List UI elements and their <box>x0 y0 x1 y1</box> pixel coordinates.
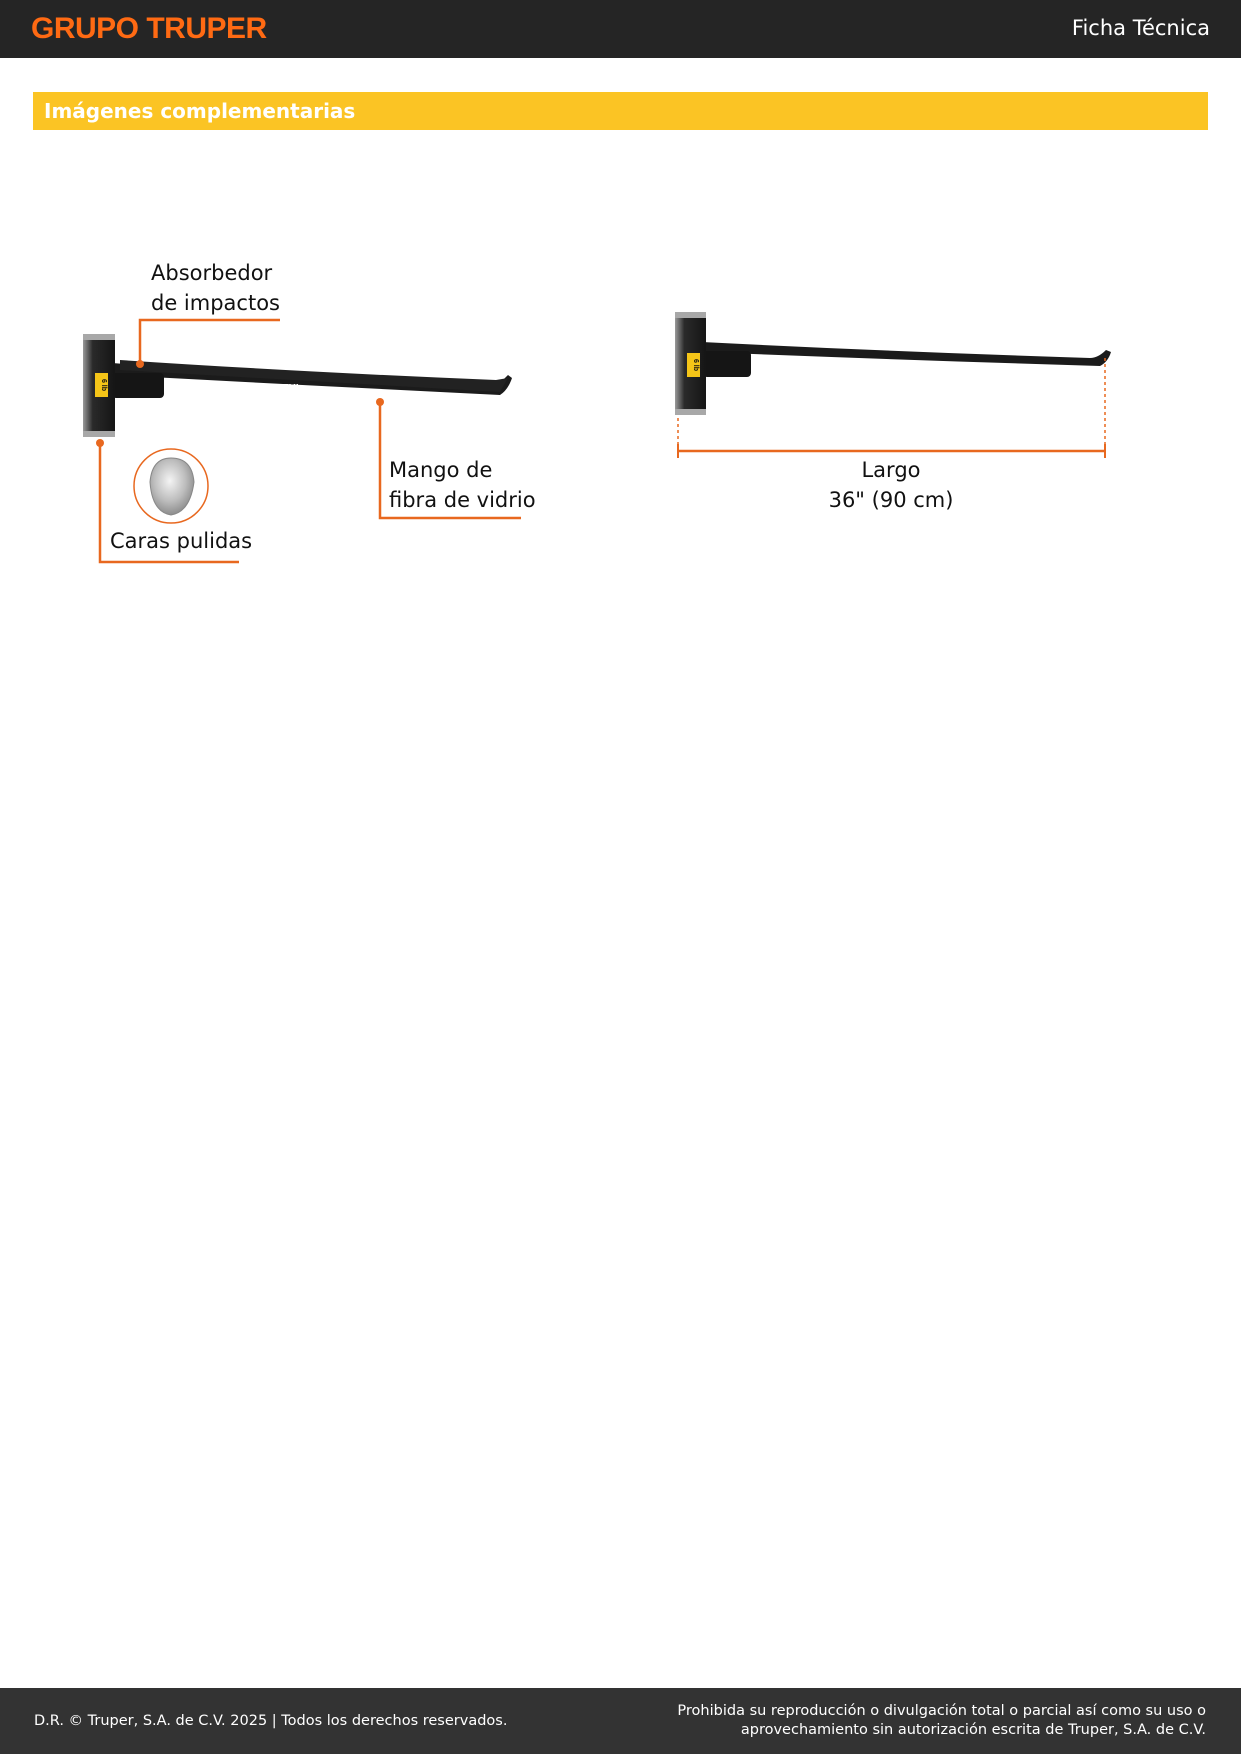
reproduction-notice-line1: Prohibida su reproducción o divulgación total o parcial así como su uso o <box>677 1703 1206 1719</box>
weight-label-text: 6 lb <box>100 378 107 392</box>
sledgehammer-right-image <box>675 312 1111 415</box>
section-title: Imágenes complementarias <box>44 99 356 123</box>
dimension-value: 36" (90 cm) <box>828 488 954 512</box>
handle-brand-text-right: PRETUL <box>855 363 895 374</box>
callout-fiberglass-handle-line2: fibra de vidrio <box>389 488 536 512</box>
grupo-truper-logo: GRUPO TRUPER <box>31 12 267 45</box>
callout-impact-absorber <box>151 258 280 318</box>
callout-polished-faces: Caras pulidas <box>110 529 253 553</box>
callout-fiberglass-handle <box>389 455 536 515</box>
handle-brand-text: PRETUL <box>262 383 302 394</box>
reproduction-notice <box>677 1702 1206 1740</box>
document-title: Ficha Técnica <box>1071 16 1210 40</box>
callout-fiberglass-handle-line1: Mango de <box>389 458 493 482</box>
reproduction-notice-line2: aprovechamiento sin autorización escrita de Truper, S.A. de C.V. <box>740 1722 1206 1738</box>
weight-label-text-right: 6 lb <box>692 358 699 372</box>
copyright-text: D.R. © Truper, S.A. de C.V. 2025 | Todos los derechos reservados. <box>34 1713 508 1729</box>
dimension-length-callout <box>791 455 991 515</box>
callout-impact-absorber-line2: de impactos <box>151 291 280 315</box>
footer-bar <box>0 1688 1241 1754</box>
dimension-label: Largo <box>861 458 921 482</box>
callout-impact-absorber-line1: Absorbedor <box>151 261 273 285</box>
